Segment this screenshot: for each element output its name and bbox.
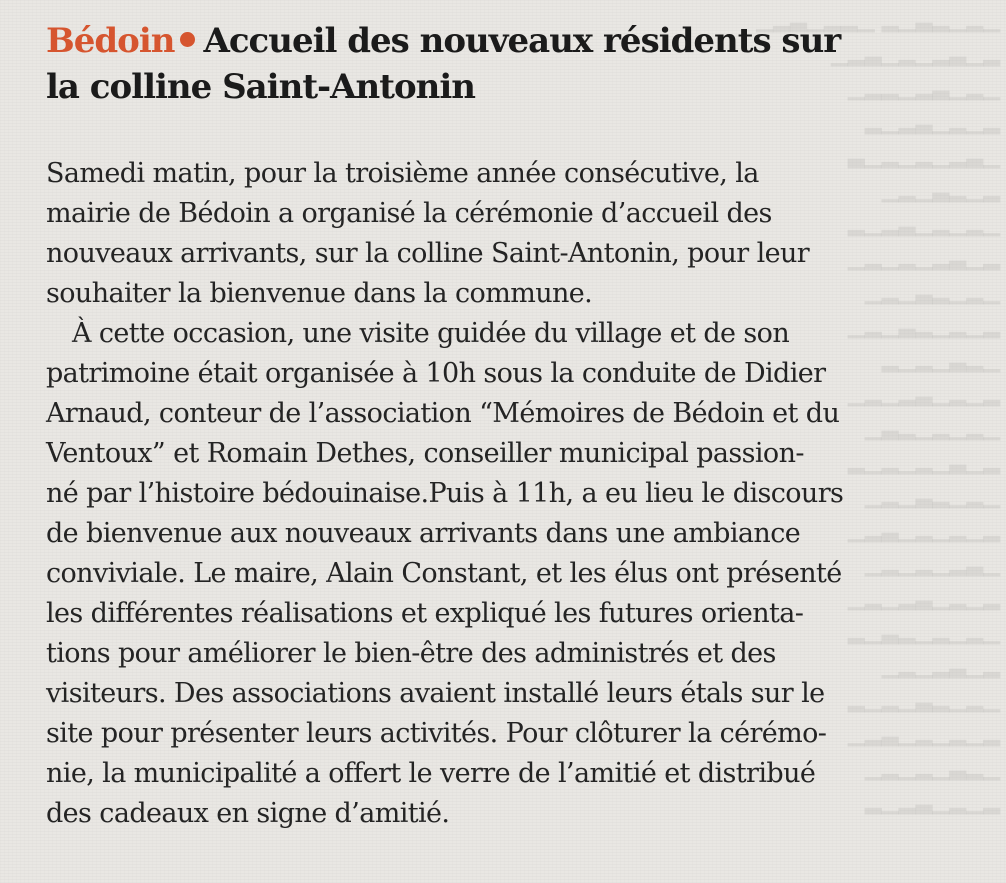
text-line: des cadeaux en signe d’amitié.: [46, 798, 450, 829]
text-line: de bienvenue aux nouveaux arrivants dans une ambiance: [46, 518, 801, 549]
text-line: nouveaux arrivants, sur la colline Saint-Antonin, pour leur: [46, 238, 810, 269]
location-kicker: Bédoin: [46, 21, 175, 61]
text-line: conviviale. Le maire, Alain Constant, et les élus ont présenté: [46, 558, 842, 589]
text-line: visiteurs. Des associations avaient installé leurs étals sur le: [46, 678, 825, 709]
text-line: site pour présenter leurs activités. Pour clôturer la cérémo-: [46, 718, 827, 749]
headline-line-1: Accueil des nouveaux résidents sur: [203, 21, 841, 61]
text-line: Ventoux” et Romain Dethes, conseiller municipal passion-: [46, 438, 804, 469]
text-line: À cette occasion, une visite guidée du village et de son: [72, 318, 790, 349]
bleed-through-texture: ▁▂▁▂▃▁▂ ▁▂▂▁▃▂▁ ▂▁▃▂▁▂▁▃▂▁ ▁▂▁▃▂▁▂▂▁ ▂▁▂▁▃▂▁▂ ▁▃▂▁▂▁▂▁▃ ▂▁▂▃▁▂▁ ▁▂▁▂▁▃▂▁▂ ▂▁▃▂▁▂▁▂▁ ▁▂▁▂▃▁▂▁ ▂▁▂▁▂▃▁▂▁ ▁▂▃▁▂▁▂ ▂▁▂▁▃▂▁▂▁ ▁▂▁▂▁▂▃▁ ▂▁▃▁▂▁▂▁▂ ▁▂▁▂▃▁▂▁ ▂▁▂▁▂▁▃▂▁ ▁▃▂▁▂▁▂▁ ▂▁▂▁▃▂▁▂▁ ▁▂▁▂▁▂▃▁▂ ▂▁▃▂▁▂▁ ▁▂▁▂▃▁▂▁▂ ▂▁▂▁▂▁▃▂▁ ▁▂▃▁▂▁▂▁ ▂▁▂▁▃▂▁▂: [756, 8, 1000, 815]
paragraph-2: [46, 314, 976, 834]
text-line: souhaiter la bienvenue dans la commune.: [46, 278, 593, 309]
text-line: né par l’histoire bédouinaise.Puis à 11h, a eu lieu le discours: [46, 478, 844, 509]
text-line: les différentes réalisations et expliqué les futures orienta-: [46, 598, 804, 629]
article-body: [46, 154, 976, 834]
text-line: mairie de Bédoin a organisé la cérémonie d’accueil des: [46, 198, 772, 229]
text-line: tions pour améliorer le bien-être des administrés et des: [46, 638, 776, 669]
headline-line-2: la colline Saint-Antonin: [46, 67, 475, 107]
text-line: patrimoine était organisée à 10h sous la conduite de Didier: [46, 358, 826, 389]
text-line: nie, la municipalité a offert le verre de l’amitié et distribué: [46, 758, 816, 789]
bullet-dot-icon: [180, 32, 195, 47]
paragraph-1: [46, 154, 976, 314]
text-line: Arnaud, conteur de l’association “Mémoires de Bédoin et du: [46, 398, 840, 429]
text-line: Samedi matin, pour la troisième année consécutive, la: [46, 158, 759, 189]
article-headline: [46, 18, 966, 110]
